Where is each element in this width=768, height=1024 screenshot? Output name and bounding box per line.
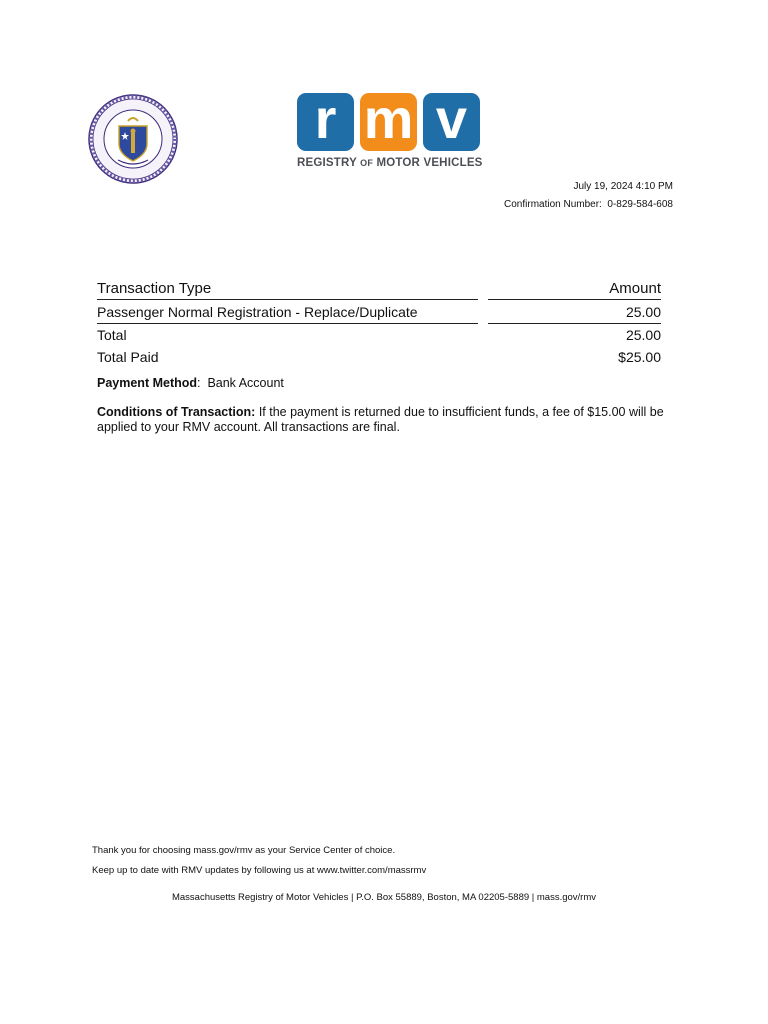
rmv-logo [297,87,483,169]
table-row [97,300,661,324]
confirmation-line [504,196,673,214]
row-transaction-type: Passenger Normal Registration - Replace/Duplicate [97,300,478,324]
confirmation-number: 0-829-584-608 [607,199,673,210]
logo-subtitle-pre: REGISTRY [297,157,361,169]
conditions-of-transaction [97,405,672,435]
footer-address: Massachusetts Registry of Motor Vehicles | P.O. Box 55889, Boston, MA 02205-5889 | mass.gov/rmv [171,892,597,903]
logo-subtitle-of: OF [360,158,374,168]
payment-method: Payment Method: Bank Account [97,376,284,390]
receipt-meta [504,178,673,214]
payment-method-value: Bank Account [207,376,284,390]
logo-tile-m: m [360,93,417,151]
logo-subtitle-post: MOTOR VEHICLES [373,157,483,169]
total-row [97,324,661,346]
logo-tiles [297,87,481,151]
receipt-datetime: July 19, 2024 4:10 PM [573,181,673,192]
payment-method-label: Payment Method [97,376,198,390]
footer-thanks: Thank you for choosing mass.gov/rmv as your Service Center of choice. [92,845,396,856]
logo-subtitle [297,157,481,169]
header-transaction-type: Transaction Type [97,278,478,300]
row-amount: 25.00 [488,300,661,324]
massachusetts-seal-icon [88,94,178,184]
conditions-text: If the payment is returned due to insufficient funds, a fee of $15.00 will be applied to your RMV account. All transactions are final. [97,405,664,434]
total-label: Total [97,327,127,343]
total-paid-value: $25.00 [618,349,661,365]
transaction-table [97,278,661,368]
logo-tile-r: r [297,93,354,151]
conditions-label: Conditions of Transaction: [97,405,256,419]
total-paid-row [97,346,661,368]
footer-updates: Keep up to date with RMV updates by following us at www.twitter.com/massrmv [92,865,427,876]
header-amount: Amount [488,278,661,300]
total-value: 25.00 [625,327,661,343]
table-header [97,278,661,300]
total-paid-label: Total Paid [97,349,159,365]
logo-tile-v: v [423,93,480,151]
confirmation-label: Confirmation Number: [504,199,602,210]
